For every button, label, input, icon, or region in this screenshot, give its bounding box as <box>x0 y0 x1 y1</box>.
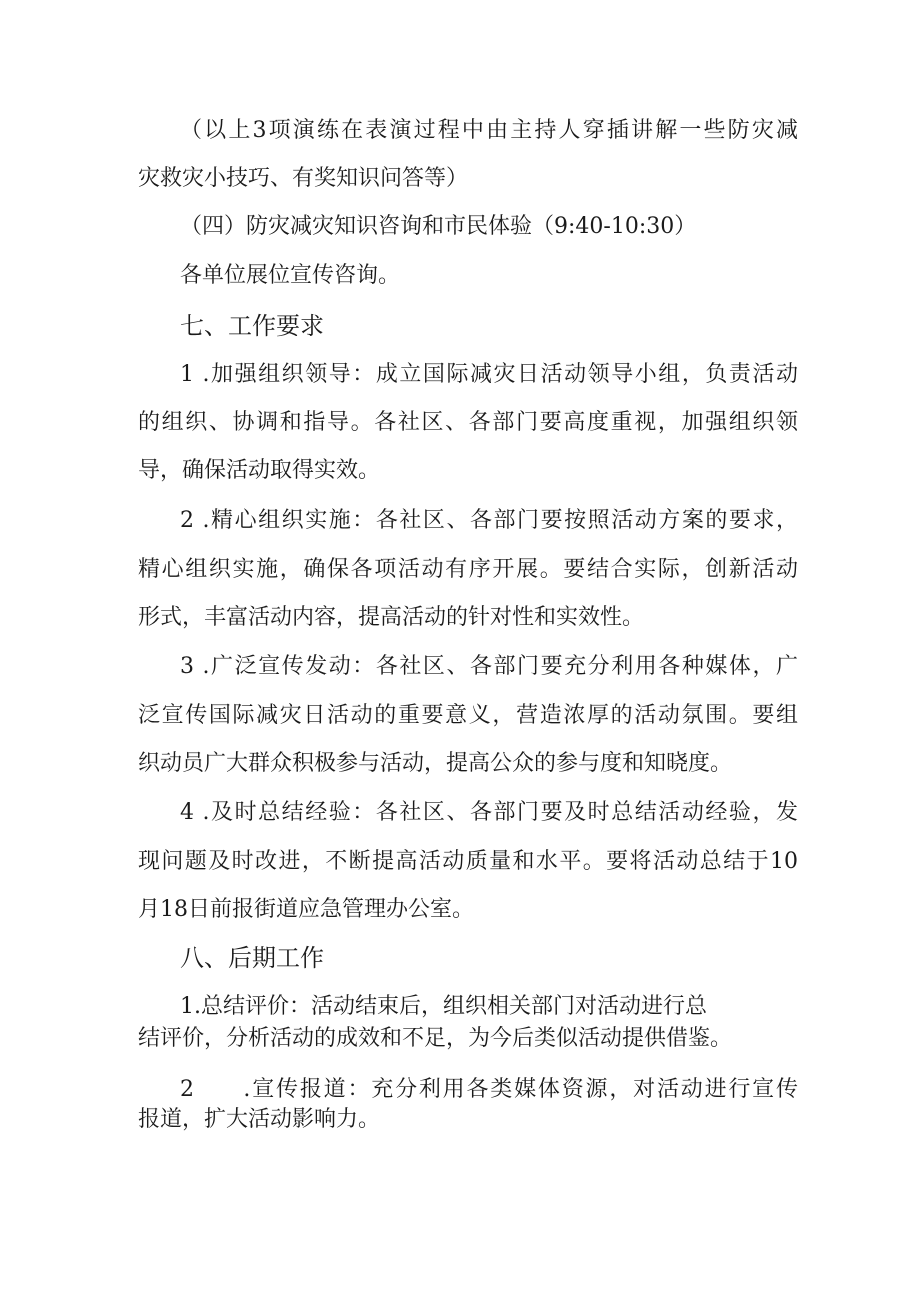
paragraph-line: 织动员广大群众积极参与活动，提高公众的参与度和知晓度。 <box>138 751 733 776</box>
paragraph-line: 1 .加强组织领导：成立国际减灾日活动领导小组，负责活动 <box>180 362 798 387</box>
paragraph-line: 现问题及时改进，不断提高活动质量和水平。要将活动总结于10 <box>138 849 798 874</box>
paragraph-line: 1.总结评价：活动结束后，组织相关部门对活动进行总 <box>180 994 707 1019</box>
paragraph-line: 的组织、协调和指导。各社区、各部门要高度重视，加强组织领 <box>138 410 798 435</box>
paragraph-line: 结评价，分析活动的成效和不足，为今后类似活动提供借鉴。 <box>138 1026 733 1051</box>
paragraph-line: 形式，丰富活动内容，提高活动的针对性和实效性。 <box>138 605 645 630</box>
paragraph-line: 泛宣传国际减灾日活动的重要意义，营造浓厚的活动氛围。要组 <box>138 703 798 728</box>
paragraph-line: （四）防灾减灾知识咨询和市民体验（9:40-10:30） <box>180 214 697 239</box>
paragraph-line: 导，确保活动取得实效。 <box>138 458 381 483</box>
paragraph-line: （以上3项演练在表演过程中由主持人穿插讲解一些防灾减 <box>180 118 798 143</box>
paragraph-line: 月18日前报街道应急管理办公室。 <box>138 897 474 922</box>
paragraph-line: 4 .及时总结经验：各社区、各部门要及时总结活动经验，发 <box>180 800 798 825</box>
paragraph-line: 2 .宣传报道：充分利用各类媒体资源，对活动进行宣传 <box>180 1077 798 1102</box>
paragraph-line: 3 .广泛宣传发动：各社区、各部门要充分利用各种媒体，广 <box>180 654 798 679</box>
paragraph-line: 灾救灾小技巧、有奖知识问答等） <box>138 166 469 191</box>
paragraph-line: 精心组织实施，确保各项活动有序开展。要结合实际，创新活动 <box>138 557 798 582</box>
section-heading: 七、工作要求 <box>180 312 324 340</box>
paragraph-line: 2 .精心组织实施：各社区、各部门要按照活动方案的要求， <box>180 508 798 533</box>
section-heading: 八、后期工作 <box>180 944 324 972</box>
paragraph-line: 各单位展位宣传咨询。 <box>180 263 401 288</box>
paragraph-line: 报道，扩大活动影响力。 <box>138 1107 381 1132</box>
